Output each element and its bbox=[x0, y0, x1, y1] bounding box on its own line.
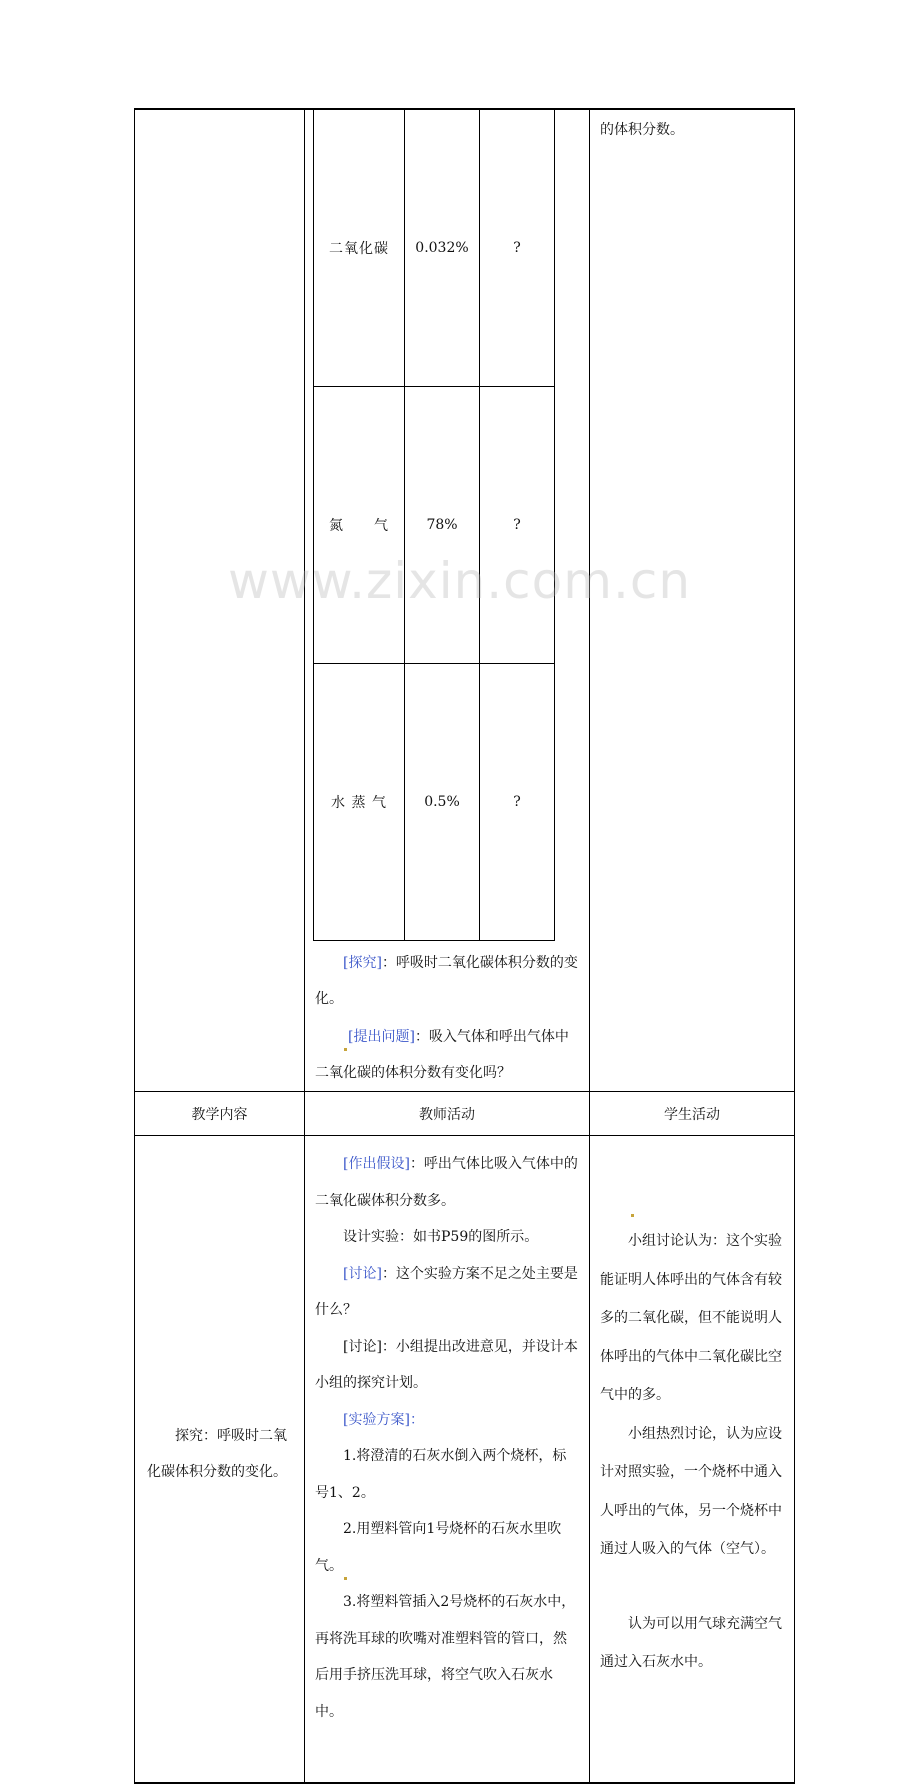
question-text: ：吸入气体和呼出气体中二氧化碳的体积分数有变化吗？ bbox=[315, 1029, 569, 1081]
exhaled-value: ? bbox=[480, 110, 555, 387]
marker-dot bbox=[344, 1048, 347, 1051]
student-paragraph-2: 小组热烈讨论，认为应设计对照实验，一个烧杯中通入人呼出的气体，另一个烧杯中通过人吸入的气体（空气）。 bbox=[600, 1425, 782, 1557]
discussion-text: ：这个实验方案不足之处主要是什么？ bbox=[315, 1265, 578, 1318]
watermark-text: www.zixin.com.cn bbox=[228, 552, 692, 610]
lesson-table bbox=[134, 108, 795, 1784]
empty-content-cell bbox=[135, 109, 305, 1092]
step-1: 1.将澄清的石灰水倒入两个烧杯，标号1、2。 bbox=[315, 1448, 567, 1501]
plan-suffix: ： bbox=[409, 1411, 424, 1428]
student-top-cell bbox=[590, 109, 795, 1092]
plan-label: [实验方案] bbox=[343, 1411, 410, 1428]
gas-name: 水 蒸 气 bbox=[314, 664, 405, 941]
step-3: 3.将塑料管插入2号烧杯的石灰水中，再将洗耳球的吹嘴对准塑料管的管口，然后用手挤压洗耳球，将空气吹入石灰水中。 bbox=[315, 1594, 576, 1720]
gas-row bbox=[314, 664, 555, 941]
exhaled-value: ? bbox=[480, 664, 555, 941]
student-paragraph-1: 小组讨论认为：这个实验能证明人体呼出的气体含有较多的二氧化碳，但不能说明人体呼出的气体中二氧化碳比空气中的多。 bbox=[600, 1233, 782, 1403]
question-label: [提出问题] bbox=[348, 1029, 415, 1045]
continued-text: 的体积分数。 bbox=[600, 122, 684, 138]
gas-row bbox=[314, 110, 555, 387]
gas-name: 氮 气 bbox=[314, 387, 405, 664]
hypothesis-text: ：呼出气体比吸入气体中的二氧化碳体积分数多。 bbox=[315, 1156, 578, 1209]
design-paragraph: 设计实验：如书P59的图所示。 bbox=[343, 1229, 539, 1245]
discussion-2-paragraph: [讨论]：小组提出改进意见，并设计本小组的探究计划。 bbox=[315, 1338, 578, 1391]
inhaled-value: 0.5% bbox=[405, 664, 480, 941]
content-text: 探究：呼吸时二氧化碳体积分数的变化。 bbox=[147, 1428, 287, 1480]
step-2 bbox=[315, 1511, 579, 1584]
student-paragraph-3: 认为可以用气球充满空气通过入石灰水中。 bbox=[600, 1615, 782, 1670]
hypothesis-paragraph bbox=[315, 1146, 579, 1219]
teacher-activity-cell bbox=[305, 1136, 590, 1784]
marker-row bbox=[600, 1214, 784, 1218]
inquiry-text: ：呼吸时二氧化碳体积分数的变化。 bbox=[315, 955, 578, 1007]
header-teacher: 教师活动 bbox=[305, 1092, 590, 1136]
plan-heading bbox=[315, 1402, 579, 1439]
student-activity-cell bbox=[590, 1136, 795, 1784]
marker-dot bbox=[631, 1214, 634, 1217]
content-cell bbox=[135, 1136, 305, 1784]
inquiry-label: [探究] bbox=[343, 955, 382, 971]
inhaled-value: 78% bbox=[405, 387, 480, 664]
step-2-text: 2.用塑料管向1号烧杯的石灰水里吹气。 bbox=[315, 1521, 562, 1574]
gas-row bbox=[314, 387, 555, 664]
gas-name: 二氧化碳 bbox=[314, 110, 405, 387]
teacher-top-cell bbox=[305, 109, 590, 1092]
header-student: 学生活动 bbox=[590, 1092, 795, 1136]
gas-volume-table bbox=[313, 110, 555, 941]
marker-dot bbox=[344, 1577, 347, 1580]
discussion-paragraph bbox=[315, 1256, 579, 1329]
inquiry-paragraph bbox=[315, 945, 579, 1017]
hypothesis-label: [作出假设] bbox=[343, 1156, 410, 1172]
discussion-label: [讨论] bbox=[343, 1265, 382, 1282]
inhaled-value: 0.032% bbox=[405, 110, 480, 387]
header-content: 教学内容 bbox=[135, 1092, 305, 1136]
question-paragraph bbox=[315, 1019, 579, 1091]
exhaled-value: ? bbox=[480, 387, 555, 664]
